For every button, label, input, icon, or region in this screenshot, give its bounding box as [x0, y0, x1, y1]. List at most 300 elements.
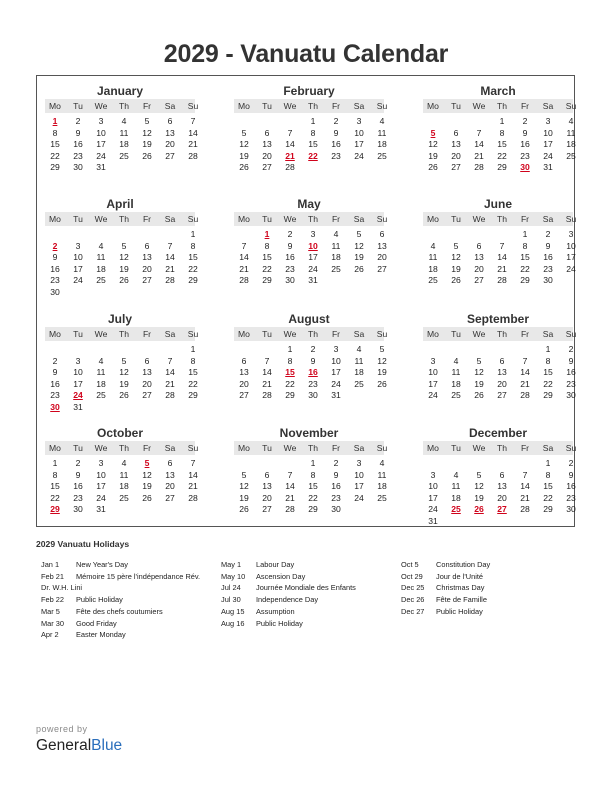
day-cell: 17: [428, 378, 438, 389]
day-cell: 11: [428, 252, 438, 263]
month-name: September: [466, 312, 530, 326]
month-july: [45, 312, 199, 426]
day-cell: 19: [377, 367, 387, 378]
day-cell: 29: [308, 504, 318, 515]
day-cell: 23: [331, 150, 341, 161]
day-cell: 23: [285, 263, 295, 274]
day-cell: 7: [287, 469, 293, 480]
day-cell: 28: [520, 504, 530, 515]
day-cell: 14: [188, 469, 198, 480]
day-cell: 28: [520, 390, 530, 401]
day-cell: 6: [241, 355, 247, 366]
day-cell: 16: [520, 139, 530, 150]
day-cell: 30: [285, 275, 295, 286]
holiday-day-cell: 27: [497, 504, 507, 515]
day-cell: 4: [98, 240, 104, 251]
day-cell: 28: [285, 162, 295, 173]
day-cell: 19: [428, 150, 438, 161]
month-name: October: [96, 426, 143, 440]
day-cell: 21: [239, 263, 249, 274]
day-cell: 15: [543, 481, 553, 492]
day-cell: 16: [566, 367, 576, 378]
holiday-date: Oct 5: [401, 560, 419, 569]
day-cell: 8: [190, 240, 196, 251]
day-cell: 24: [354, 150, 364, 161]
month-august: [234, 312, 388, 426]
day-cell: 24: [331, 378, 341, 389]
day-cell: 11: [354, 355, 364, 366]
day-cell: 13: [239, 367, 249, 378]
day-cell: 10: [566, 240, 576, 251]
weekday-label: Mo: [238, 329, 250, 339]
day-cell: 17: [354, 481, 364, 492]
day-cell: 7: [167, 240, 173, 251]
day-cell: 1: [190, 344, 196, 354]
day-cell: 28: [188, 492, 198, 503]
day-cell: 23: [566, 378, 576, 389]
weekday-label: Su: [565, 101, 577, 111]
weekday-label: Su: [187, 443, 199, 453]
day-cell: 12: [239, 139, 249, 150]
day-cell: 26: [239, 504, 249, 515]
holiday-date: Jul 30: [221, 595, 241, 605]
weekday-label: Mo: [427, 214, 439, 224]
day-cell: 28: [285, 504, 295, 515]
day-cell: 6: [144, 240, 150, 251]
weekday-label: We: [283, 101, 297, 111]
holiday-name: Public Holiday: [436, 606, 483, 616]
day-cell: 18: [96, 378, 106, 389]
month-december: [423, 426, 577, 540]
day-cell: 6: [264, 469, 270, 480]
day-cell: 28: [497, 275, 507, 286]
day-cell: 3: [75, 355, 81, 366]
day-cell: 25: [377, 492, 387, 503]
weekday-label: Th: [496, 443, 508, 453]
day-cell: 24: [566, 263, 576, 274]
weekday-label: Fr: [331, 443, 341, 453]
day-cell: 12: [119, 367, 129, 378]
weekday-label: Mo: [427, 101, 439, 111]
weekday-label: We: [472, 329, 486, 339]
day-cell: 4: [333, 229, 339, 239]
day-cell: 11: [96, 252, 106, 263]
day-cell: 10: [331, 355, 341, 366]
day-cell: 7: [499, 240, 505, 251]
day-cell: 17: [354, 139, 364, 150]
month-name: May: [297, 197, 321, 211]
weekday-label: Fr: [142, 214, 152, 224]
month-name: June: [483, 197, 512, 211]
holiday-day-cell: 30: [50, 402, 60, 412]
weekday-label: We: [472, 443, 486, 453]
day-cell: 25: [377, 150, 387, 161]
weekday-label: Fr: [520, 443, 530, 453]
day-cell: 8: [545, 469, 551, 480]
day-cell: 30: [308, 390, 318, 401]
day-cell: 28: [474, 162, 484, 173]
day-cell: 2: [52, 355, 58, 366]
day-cell: 6: [499, 469, 505, 480]
day-cell: 20: [497, 492, 507, 503]
day-cell: 23: [73, 492, 83, 503]
day-cell: 24: [73, 275, 83, 286]
day-cell: 19: [354, 252, 364, 263]
weekday-label: We: [94, 443, 108, 453]
day-cell: 3: [310, 229, 316, 239]
day-cell: 12: [451, 252, 461, 263]
weekday-label: We: [94, 329, 108, 339]
holiday-day-cell: 1: [264, 229, 270, 239]
day-cell: 10: [354, 127, 364, 138]
day-cell: 5: [453, 240, 459, 251]
day-cell: 31: [331, 390, 341, 401]
day-cell: 25: [566, 150, 576, 161]
day-cell: 14: [188, 127, 198, 138]
holiday-name: Easter Monday: [76, 630, 126, 640]
day-cell: 1: [287, 344, 293, 354]
day-cell: 21: [520, 378, 530, 389]
holiday-day-cell: 16: [308, 367, 318, 378]
day-cell: 27: [262, 504, 272, 515]
holiday-date: Feb 21: [41, 571, 65, 581]
day-cell: 12: [142, 127, 152, 138]
weekday-label: Sa: [542, 101, 554, 111]
day-cell: 9: [75, 469, 81, 480]
day-cell: 13: [262, 139, 272, 150]
day-cell: 27: [474, 275, 484, 286]
day-cell: 27: [377, 263, 387, 274]
holiday-day-cell: 30: [520, 162, 530, 173]
holiday-name: Christmas Day: [436, 583, 485, 593]
weekday-label: We: [472, 214, 486, 224]
day-cell: 29: [285, 390, 295, 401]
day-cell: 29: [50, 162, 60, 173]
day-cell: 4: [453, 469, 459, 480]
weekday-label: Sa: [542, 329, 554, 339]
day-cell: 22: [188, 263, 198, 274]
holiday-day-cell: 1: [52, 116, 58, 126]
day-cell: 23: [73, 150, 83, 161]
day-cell: 26: [377, 378, 387, 389]
day-cell: 1: [310, 116, 316, 126]
day-cell: 10: [428, 481, 438, 492]
month-november: [234, 426, 388, 540]
day-cell: 17: [73, 378, 83, 389]
day-cell: 11: [331, 240, 341, 251]
day-cell: 17: [331, 367, 341, 378]
weekday-label: Su: [187, 214, 199, 224]
holiday-day-cell: 21: [285, 150, 295, 161]
day-cell: 7: [287, 127, 293, 138]
day-cell: 6: [264, 127, 270, 138]
day-cell: 14: [285, 139, 295, 150]
day-cell: 1: [522, 229, 528, 239]
day-cell: 4: [453, 355, 459, 366]
holiday-name: Jour de l'Unité: [436, 571, 484, 581]
day-cell: 8: [52, 127, 58, 138]
day-cell: 12: [354, 240, 364, 251]
day-cell: 26: [354, 263, 364, 274]
day-cell: 22: [50, 492, 60, 503]
day-cell: 3: [430, 469, 436, 480]
holiday-name: Constitution Day: [436, 560, 491, 569]
month-may: [234, 197, 388, 311]
day-cell: 19: [142, 481, 152, 492]
day-cell: 3: [545, 116, 551, 126]
day-cell: 18: [566, 139, 576, 150]
weekday-label: Fr: [142, 101, 152, 111]
day-cell: 31: [96, 162, 106, 173]
day-cell: 21: [497, 263, 507, 274]
day-cell: 13: [497, 367, 507, 378]
weekday-label: We: [94, 214, 108, 224]
day-cell: 29: [543, 504, 553, 515]
weekday-label: Th: [118, 329, 130, 339]
holiday-name: Journée Mondiale des Enfants: [256, 583, 356, 593]
day-cell: 14: [520, 481, 530, 492]
holiday-name: Ascension Day: [256, 571, 306, 581]
day-cell: 15: [50, 139, 60, 150]
day-cell: 5: [476, 469, 482, 480]
day-cell: 31: [543, 162, 553, 173]
day-cell: 16: [50, 378, 60, 389]
generalblue-logo[interactable]: [36, 737, 122, 755]
day-cell: 2: [568, 458, 574, 468]
day-cell: 13: [262, 481, 272, 492]
day-cell: 17: [543, 139, 553, 150]
weekday-label: Fr: [331, 329, 341, 339]
day-cell: 6: [144, 355, 150, 366]
day-cell: 29: [188, 275, 198, 286]
day-cell: 23: [308, 378, 318, 389]
day-cell: 26: [142, 492, 152, 503]
day-cell: 10: [96, 469, 106, 480]
day-cell: 7: [264, 355, 270, 366]
day-cell: 6: [379, 229, 385, 239]
weekday-label: Th: [118, 214, 130, 224]
holiday-date: Aug 16: [221, 618, 245, 628]
month-name: April: [106, 197, 134, 211]
day-cell: 2: [333, 458, 339, 468]
weekday-label: Tu: [73, 329, 83, 339]
weekday-label: Th: [496, 214, 508, 224]
day-cell: 27: [165, 150, 175, 161]
powered-by-text: powered by: [36, 724, 88, 734]
day-cell: 11: [377, 469, 387, 480]
day-cell: 16: [543, 252, 553, 263]
weekday-label: Sa: [542, 214, 554, 224]
day-cell: 9: [333, 127, 339, 138]
day-cell: 22: [543, 492, 553, 503]
weekday-label: We: [283, 329, 297, 339]
day-cell: 9: [568, 355, 574, 366]
day-cell: 9: [287, 240, 293, 251]
day-cell: 4: [121, 116, 127, 126]
day-cell: 8: [190, 355, 196, 366]
day-cell: 16: [285, 252, 295, 263]
day-cell: 25: [119, 492, 129, 503]
day-cell: 3: [356, 116, 362, 126]
day-cell: 21: [188, 139, 198, 150]
weekday-label: Sa: [542, 443, 554, 453]
day-cell: 20: [262, 150, 272, 161]
day-cell: 22: [262, 263, 272, 274]
day-cell: 27: [451, 162, 461, 173]
day-cell: 22: [285, 378, 295, 389]
weekday-label: Tu: [73, 214, 83, 224]
day-cell: 26: [474, 390, 484, 401]
day-cell: 28: [188, 150, 198, 161]
weekday-label: Tu: [451, 101, 461, 111]
day-cell: 15: [262, 252, 272, 263]
day-cell: 5: [144, 116, 150, 126]
month-february: [234, 84, 388, 198]
day-cell: 15: [497, 139, 507, 150]
day-cell: 12: [428, 139, 438, 150]
day-cell: 5: [356, 229, 362, 239]
day-cell: 21: [262, 378, 272, 389]
day-cell: 19: [474, 378, 484, 389]
holiday-day-cell: 5: [144, 458, 150, 468]
day-cell: 7: [476, 127, 482, 138]
holiday-name: Public Holiday: [76, 595, 123, 605]
holiday-date: Apr 2: [41, 630, 59, 640]
day-cell: 18: [451, 378, 461, 389]
weekday-label: Sa: [353, 101, 365, 111]
month-name: July: [107, 312, 132, 326]
day-cell: 11: [119, 127, 129, 138]
holidays-title: 2029 Vanuatu Holidays: [36, 539, 130, 549]
day-cell: 8: [499, 127, 505, 138]
weekday-label: Mo: [238, 214, 250, 224]
holiday-date: Oct 29: [401, 571, 423, 581]
day-cell: 10: [73, 367, 83, 378]
day-cell: 16: [566, 481, 576, 492]
weekday-label: Sa: [353, 329, 365, 339]
day-cell: 12: [474, 367, 484, 378]
day-cell: 11: [119, 469, 129, 480]
day-cell: 4: [121, 458, 127, 468]
day-cell: 17: [428, 492, 438, 503]
day-cell: 22: [543, 378, 553, 389]
day-cell: 13: [451, 139, 461, 150]
day-cell: 13: [165, 469, 175, 480]
holiday-date: May 1: [221, 560, 242, 569]
day-cell: 9: [310, 355, 316, 366]
day-cell: 30: [331, 504, 341, 515]
holiday-name: New Year's Day: [76, 560, 128, 569]
weekday-label: Su: [376, 214, 388, 224]
day-cell: 4: [568, 116, 574, 126]
weekday-label: Sa: [353, 443, 365, 453]
day-cell: 26: [428, 162, 438, 173]
day-cell: 1: [310, 458, 316, 468]
day-cell: 24: [96, 150, 106, 161]
weekday-label: Su: [565, 329, 577, 339]
day-cell: 10: [354, 469, 364, 480]
holiday-day-cell: 10: [308, 240, 318, 251]
day-cell: 26: [239, 162, 249, 173]
day-cell: 27: [262, 162, 272, 173]
day-cell: 31: [308, 275, 318, 286]
day-cell: 6: [453, 127, 459, 138]
day-cell: 23: [566, 492, 576, 503]
weekday-label: Tu: [262, 443, 272, 453]
day-cell: 10: [73, 252, 83, 263]
day-cell: 19: [474, 492, 484, 503]
month-name: August: [288, 312, 330, 326]
weekday-label: Su: [376, 329, 388, 339]
day-cell: 30: [73, 162, 83, 173]
day-cell: 20: [165, 139, 175, 150]
weekday-label: Mo: [238, 443, 250, 453]
holiday-date: Dec 26: [401, 595, 425, 605]
day-cell: 5: [476, 355, 482, 366]
day-cell: 9: [75, 127, 81, 138]
day-cell: 12: [239, 481, 249, 492]
day-cell: 18: [377, 139, 387, 150]
day-cell: 4: [98, 355, 104, 366]
page-title: 2029 - Vanuatu Calendar: [163, 40, 449, 68]
holiday-date: Dr. W.H. Lini: [41, 583, 83, 593]
day-cell: 14: [239, 252, 249, 263]
day-cell: 9: [522, 127, 528, 138]
logo-general-text: General: [36, 737, 92, 754]
day-cell: 4: [379, 116, 385, 126]
day-cell: 27: [239, 390, 249, 401]
day-cell: 10: [96, 127, 106, 138]
holiday-name: Mémoire 15 père l'indépendance Rév.: [76, 571, 201, 581]
day-cell: 20: [451, 150, 461, 161]
weekday-label: We: [94, 101, 108, 111]
weekday-label: Su: [376, 101, 388, 111]
day-cell: 21: [285, 492, 295, 503]
day-cell: 9: [545, 240, 551, 251]
day-cell: 31: [428, 516, 438, 526]
day-cell: 6: [167, 116, 173, 126]
day-cell: 19: [239, 492, 249, 503]
day-cell: 6: [476, 240, 482, 251]
weekday-label: Th: [496, 101, 508, 111]
weekday-label: Su: [565, 214, 577, 224]
day-cell: 22: [50, 150, 60, 161]
day-cell: 18: [354, 367, 364, 378]
weekday-label: Tu: [262, 329, 272, 339]
month-name: November: [279, 426, 339, 440]
day-cell: 14: [285, 481, 295, 492]
month-june: [423, 197, 577, 311]
day-cell: 4: [379, 458, 385, 468]
day-cell: 3: [356, 458, 362, 468]
holiday-day-cell: 5: [430, 127, 436, 138]
day-cell: 30: [543, 275, 553, 286]
holiday-name: Fête de Famille: [436, 595, 487, 605]
weekday-label: Tu: [451, 329, 461, 339]
day-cell: 18: [377, 481, 387, 492]
day-cell: 16: [73, 481, 83, 492]
day-cell: 25: [451, 390, 461, 401]
day-cell: 19: [451, 263, 461, 274]
calendar-grid: [36, 75, 575, 527]
day-cell: 26: [119, 390, 129, 401]
day-cell: 20: [262, 492, 272, 503]
day-cell: 15: [543, 367, 553, 378]
weekday-label: Fr: [520, 329, 530, 339]
day-cell: 20: [142, 263, 152, 274]
holiday-date: Dec 25: [401, 583, 425, 593]
weekday-label: Th: [118, 443, 130, 453]
